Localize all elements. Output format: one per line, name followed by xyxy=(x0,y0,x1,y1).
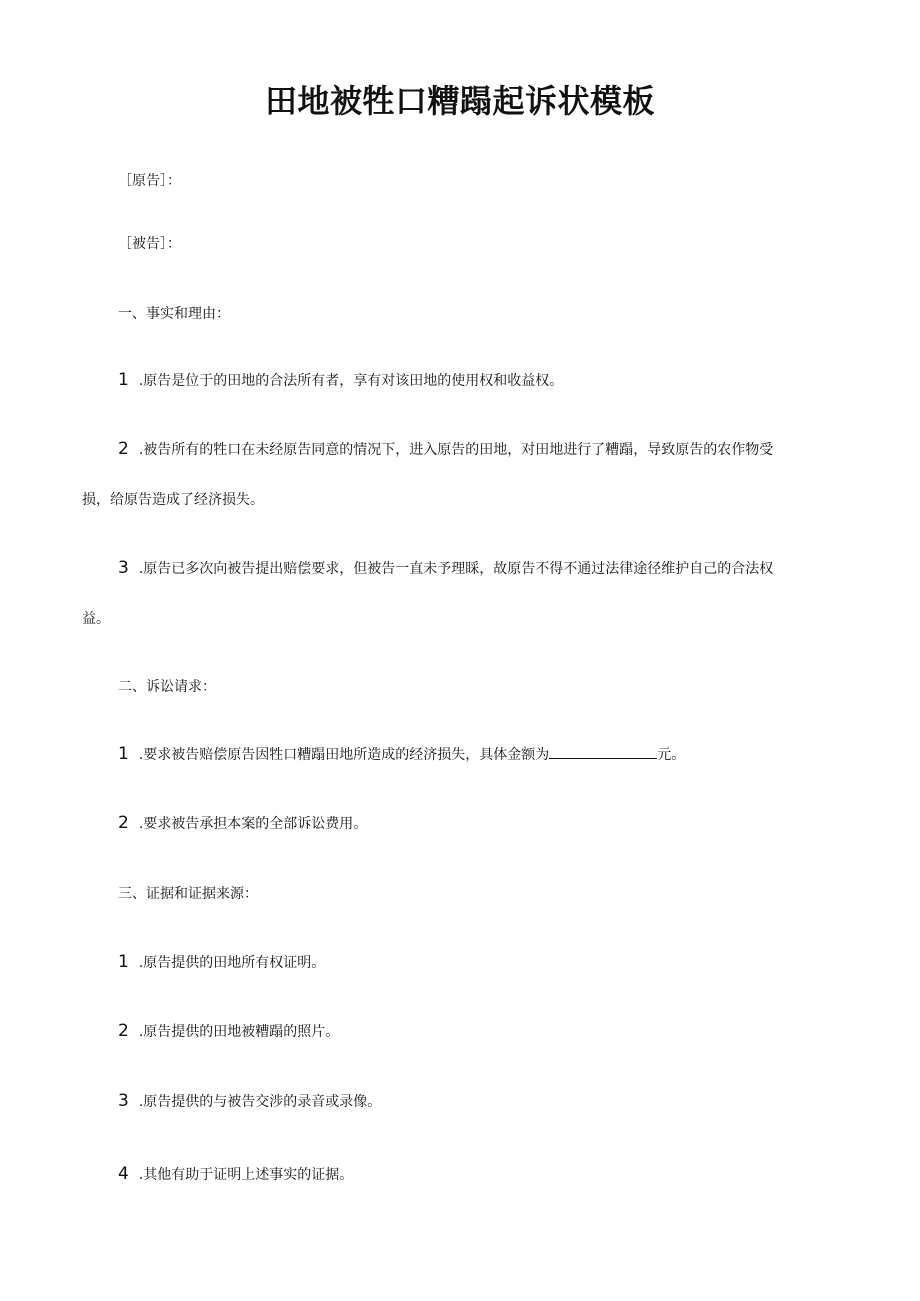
item-number: 3 xyxy=(118,1091,129,1111)
plaintiff-label: ［原告］： xyxy=(118,173,181,189)
amount-blank xyxy=(549,745,657,759)
item-text-continued: 损，给原告造成了经济损失。 xyxy=(82,492,264,508)
item-text: .原告已多次向被告提出赔偿要求，但被告一直未予理睬，故原告不得不通过法律途径维护自己的合法权 xyxy=(138,561,774,577)
item-number: 2 xyxy=(118,1021,129,1041)
item-number: 2 xyxy=(118,813,129,833)
item-text: .被告所有的牲口在未经原告同意的情况下，进入原告的田地，对田地进行了糟蹋，导致原告的农作物受 xyxy=(138,442,774,458)
section-heading-claims: 二、诉讼请求： xyxy=(118,679,216,695)
list-item xyxy=(118,1091,381,1112)
item-text: .其他有助于证明上述事实的证据。 xyxy=(138,1167,354,1183)
list-item xyxy=(82,558,842,629)
item-text: .要求被告赔偿原告因牲口糟蹋田地所造成的经济损失，具体金额为 xyxy=(138,747,550,763)
list-item xyxy=(82,439,842,510)
item-number: 1 xyxy=(118,744,129,764)
list-item xyxy=(118,1164,353,1185)
item-text: .要求被告承担本案的全部诉讼费用。 xyxy=(138,816,368,832)
document-title: 田地被牲口糟蹋起诉状模板 xyxy=(264,82,655,120)
list-item xyxy=(118,952,325,973)
section-heading-evidence: 三、证据和证据来源： xyxy=(118,886,258,902)
item-text: .原告提供的田地所有权证明。 xyxy=(138,955,326,971)
item-number: 1 xyxy=(118,952,129,972)
item-suffix: 元。 xyxy=(657,747,686,763)
item-text-continued: 益。 xyxy=(82,611,110,627)
list-item xyxy=(118,744,685,765)
item-number: 2 xyxy=(118,439,129,459)
item-number: 3 xyxy=(118,558,129,578)
list-item xyxy=(118,813,367,834)
item-text: .原告提供的田地被糟蹋的照片。 xyxy=(138,1024,340,1040)
section-heading-facts: 一、事实和理由： xyxy=(118,306,230,322)
item-number: 4 xyxy=(118,1164,129,1184)
item-text: .原告提供的与被告交涉的录音或录像。 xyxy=(138,1094,382,1110)
list-item xyxy=(118,370,563,391)
list-item xyxy=(118,1021,339,1042)
item-text: .原告是位于的田地的合法所有者，享有对该田地的使用权和收益权。 xyxy=(138,373,564,389)
item-number: 1 xyxy=(118,370,129,390)
defendant-label: ［被告］： xyxy=(118,236,181,252)
